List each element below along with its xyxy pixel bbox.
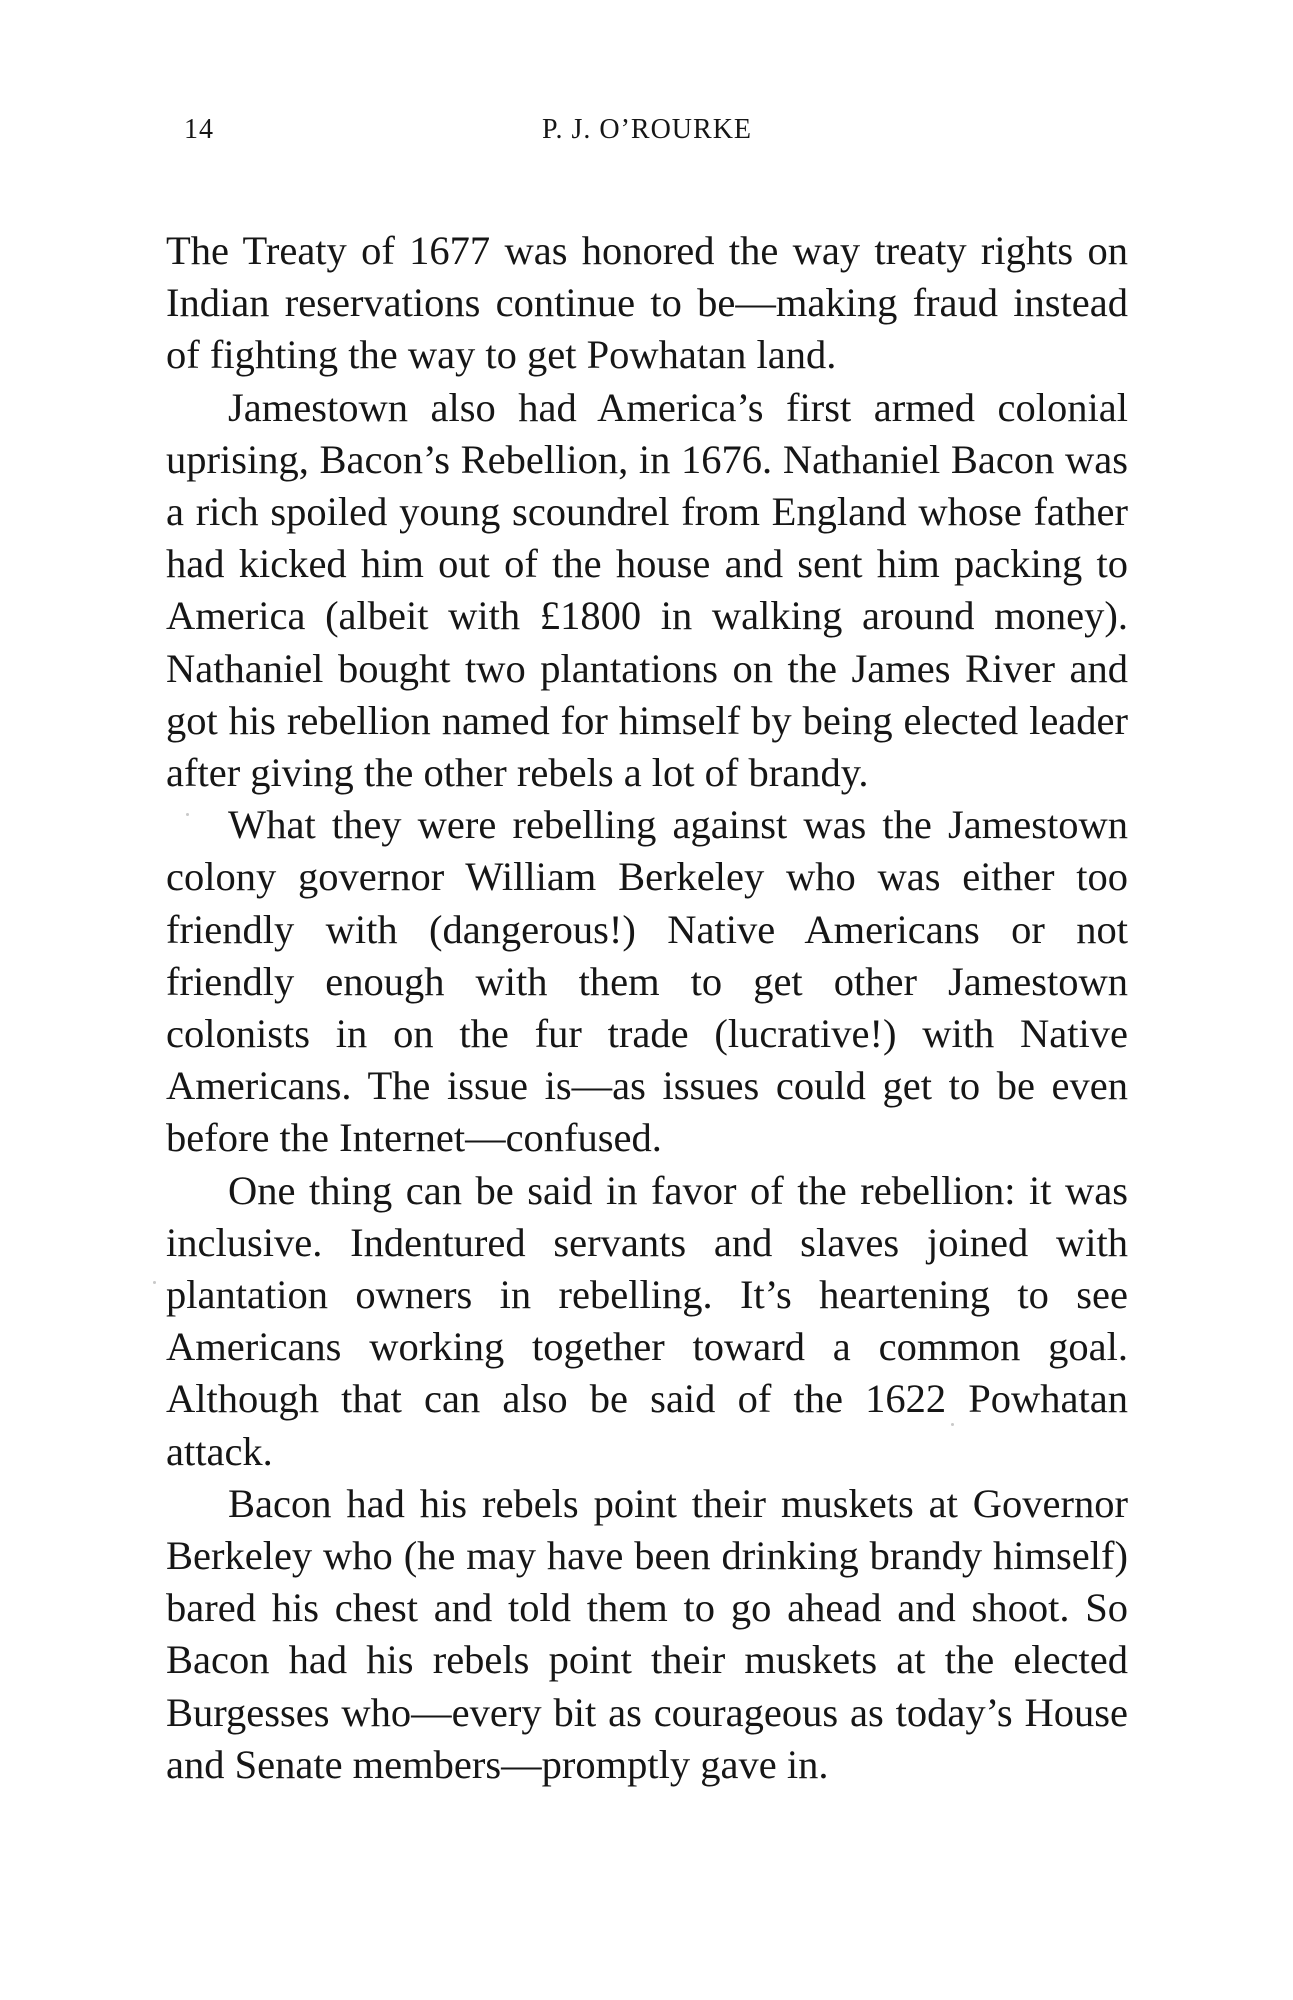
running-head bbox=[166, 114, 1128, 154]
scan-speck bbox=[186, 813, 189, 816]
scan-speck bbox=[153, 1281, 156, 1284]
paragraph-4: One thing can be said in favor of the rebellion: it was inclusive. Indentured servants and slaves joined with plantation owners in rebelling. It’s heartening to see Americans working together toward a common goal. Although that can also be said of the 1622 Powhatan attack. bbox=[166, 1167, 1128, 1474]
paragraph-2: Jamestown also had America’s first armed colonial uprising, Bacon’s Rebellion, in 1676. Nathaniel Bacon was a rich spoiled young scoundrel from England whose father had kicked him out of the house and sent him packing to America (albeit with £1800 in walking around money). Nathaniel bought two plantations on the James River and got his rebellion named for himself by being elected leader after giving the other rebels a lot of brandy. bbox=[166, 384, 1128, 796]
body-text bbox=[166, 225, 1128, 1791]
paragraph-3: What they were rebelling against was the Jamestown colony governor William Berkeley who was either too friendly with (dangerous!) Native Americans or not friendly enough with them to get other Jamestown colonists in on the fur trade (lucrative!) with Native Americans. The issue is—as issues could get to be even before the Internet—confused. bbox=[166, 802, 1128, 1161]
scan-speck bbox=[951, 1423, 954, 1426]
running-head-author: P. J. O’ROURKE bbox=[541, 114, 753, 145]
page-number: 14 bbox=[184, 114, 214, 145]
paragraph-1: The Treaty of 1677 was honored the way treaty rights on Indian reservations continue to be—making fraud instead of fighting the way to get Powhatan land. bbox=[166, 228, 1128, 378]
paragraph-5: Bacon had his rebels point their muskets at Governor Berkeley who (he may have been drinking brandy himself) bared his chest and told them to go ahead and shoot. So Bacon had his rebels point their muskets at the elected Burgesses who—every bit as courageous as today’s House and Senate members—promptly gave in. bbox=[166, 1480, 1128, 1787]
